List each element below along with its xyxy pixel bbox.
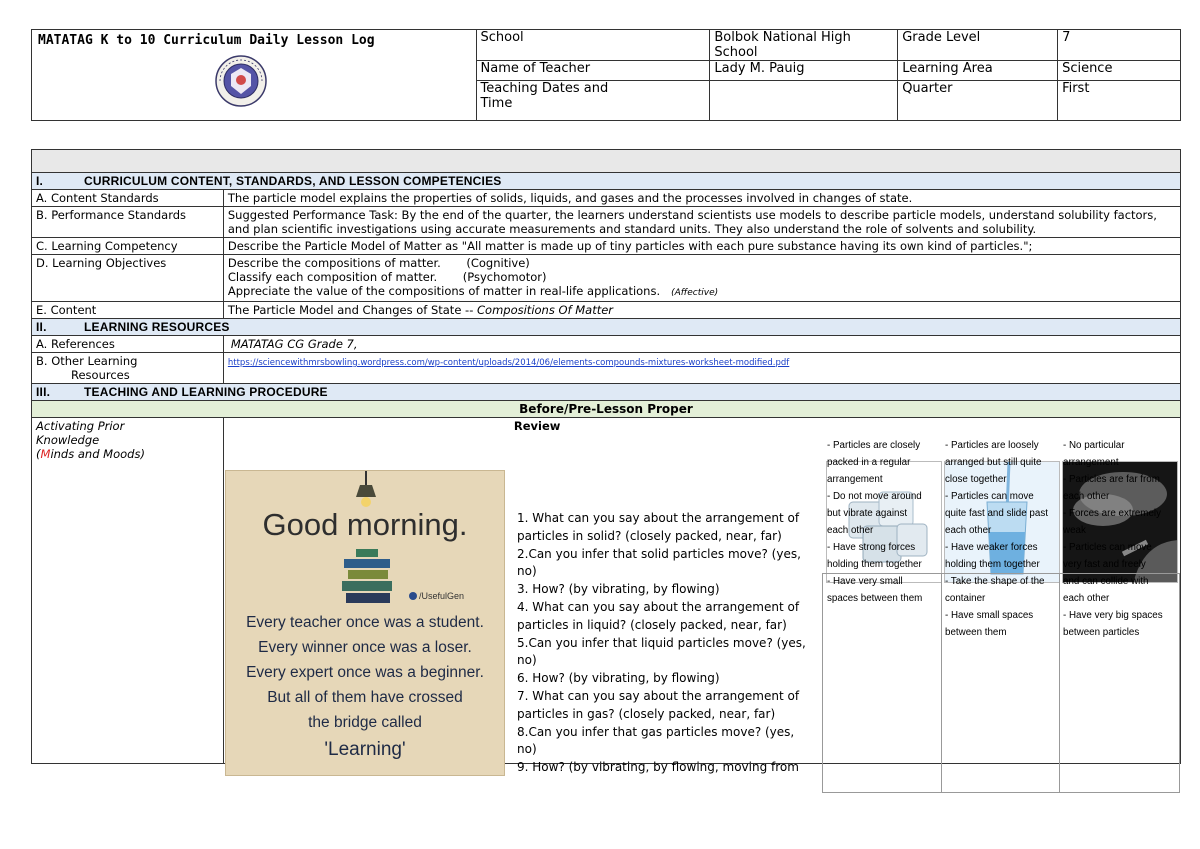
other-resources-label-2: Resources [71, 368, 130, 382]
liquid-description-line: - Have small spaces [945, 610, 1034, 621]
lamp-icon [344, 471, 388, 511]
activity-label-cell [32, 418, 224, 764]
poster-line-4: But all of them have crossed [267, 689, 463, 706]
liquid-description-line: - Particles can move [945, 491, 1034, 502]
quarter-value: First [1058, 81, 1181, 121]
section-3-num: III. [36, 385, 51, 399]
section-1-num: I. [36, 174, 44, 188]
gas-description-line: each other [1063, 491, 1110, 502]
gas-description-line: - Particles are far from [1063, 474, 1160, 485]
review-question: 8.Can you infer that gas particles move? (yes, no) [517, 724, 795, 757]
gas-description-line: weak [1063, 525, 1086, 536]
learning-competency-label: C. Learning Competency [32, 238, 224, 255]
activity-label-2: Knowledge [36, 433, 100, 447]
liquid-description-line: close together [945, 474, 1007, 485]
teacher-value: Lady M. Pauig [710, 61, 898, 81]
solid-description-line: - Have strong forces [827, 542, 916, 553]
learning-objectives-cell [223, 255, 1180, 302]
liquid-description-line: each other [945, 525, 992, 536]
poster-handle-text: /UsefulGen [419, 591, 465, 601]
phase-heading: Before/Pre-Lesson Proper [32, 401, 1181, 418]
section-2-num: II. [36, 320, 47, 334]
review-question: 7. What can you say about the arrangement of particles in gas? (closely packed, near, far) [517, 688, 800, 721]
section-1-title: CURRICULUM CONTENT, STANDARDS, AND LESSON COMPETENCIES [84, 174, 502, 188]
gas-description-line: - Particles can move [1063, 542, 1152, 553]
performance-standards-label: B. Performance Standards [32, 207, 224, 238]
liquid-description [945, 437, 1061, 641]
solid-description [827, 437, 943, 607]
solid-description-line: arrangement [827, 474, 883, 485]
liquid-description-line: - Take the shape of the [945, 576, 1045, 587]
section-3-title: TEACHING AND LEARNING PROCEDURE [84, 385, 328, 399]
references-label: A. References [32, 336, 224, 353]
solid-description-line: - Do not move around [827, 491, 922, 502]
objective-psychomotor: Classify each composition of matter. (Psychomotor) [227, 270, 547, 284]
review-title: Review [513, 419, 561, 433]
solid-description-line: - Have very small [827, 576, 903, 587]
facebook-icon [409, 592, 417, 600]
liquid-description-line: - Have weaker forces [945, 542, 1038, 553]
poster-line-2: Every winner once was a loser. [258, 639, 472, 656]
gas-description [1063, 437, 1179, 641]
liquid-description-line: between them [945, 627, 1007, 638]
section-3-heading [32, 384, 1181, 401]
deped-seal-icon [214, 54, 268, 108]
references-text [223, 336, 1180, 353]
review-question: 5.Can you infer that liquid particles move? (yes, no) [517, 635, 806, 668]
section-2-title: LEARNING RESOURCES [84, 320, 230, 334]
references-value: MATATAG CG Grade 7, [230, 337, 358, 351]
dates-label [476, 81, 710, 121]
section-1-heading [32, 173, 1181, 190]
gas-description-line: - No particular [1063, 440, 1125, 451]
school-label: School [476, 30, 710, 61]
solid-description-line: but vibrate against [827, 508, 908, 519]
gas-description-line: very fast and freely [1063, 559, 1146, 570]
liquid-description-line: - Particles are loosely [945, 440, 1039, 451]
solid-description-line: each other [827, 525, 874, 536]
objective-cognitive: Describe the compositions of matter. (Cognitive) [227, 256, 530, 270]
content-standards-text: The particle model explains the properties of solids, liquids, and gases and the processes involved in changes of state. [223, 190, 1180, 207]
teacher-label: Name of Teacher [476, 61, 710, 81]
header-table [31, 29, 1181, 121]
performance-standards-text: Suggested Performance Task: By the end of the quarter, the learners understand scientists use models to describe particle models, understand solubility factors, and plan scientific investigations using accurate measurements and standard units. They also understand the role of solvents and solubility. [223, 207, 1180, 238]
other-resources-cell [223, 353, 1180, 384]
resource-link[interactable]: https://sciencewithmrsbowling.wordpress.com/wp-content/uploads/2014/06/elements-compounds-mixtures-worksheet-modified.pdf [227, 358, 790, 368]
poster-greeting: Good morning. [262, 507, 468, 542]
grade-label: Grade Level [898, 30, 1058, 61]
area-value: Science [1058, 61, 1181, 81]
objective-affective [228, 284, 1176, 300]
gas-description-line: arrangement [1063, 457, 1119, 468]
review-question: 4. What can you say about the arrangement of particles in liquid? (closely packed, near, far) [517, 599, 800, 632]
learning-competency-text: Describe the Particle Model of Matter as "All matter is made up of tiny particles with each pure substance having its own kind of particles."; [223, 238, 1180, 255]
activity-label-rest: inds and Moods) [50, 447, 145, 461]
liquid-description-line: quite fast and slide past [945, 508, 1048, 519]
solid-description-line: - Particles are closely [827, 440, 921, 451]
title-cell [32, 30, 477, 121]
gas-description-line: - Have very big spaces [1063, 610, 1163, 621]
other-resources-label [32, 353, 224, 384]
page-title: MATATAG K to 10 Curriculum Daily Lesson Log [38, 33, 375, 48]
review-question: 2.Can you infer that solid particles move? (yes, no) [517, 546, 801, 579]
activity-label-1: Activating Prior [36, 419, 125, 433]
liquid-description-line: container [945, 593, 986, 604]
poster-line-5: the bridge called [308, 714, 422, 731]
poster-line-1: Every teacher once was a student. [246, 614, 484, 631]
solid-description-line: packed in a regular [827, 457, 911, 468]
gas-description-line: between particles [1063, 627, 1140, 638]
content-text: The Particle Model and Changes of State -- [227, 303, 474, 317]
grade-value: 7 [1058, 30, 1181, 61]
content-label: E. Content [32, 302, 224, 319]
gas-description-line: - Forces are extremely [1063, 508, 1161, 519]
good-morning-poster [225, 470, 505, 776]
activity-label-3: (Minds and Moods) [36, 447, 145, 461]
content-italic: Compositions Of Matter [477, 303, 614, 317]
gas-description-line: and can collide with [1063, 576, 1149, 587]
solid-description-line: spaces between them [827, 593, 923, 604]
learning-objectives-label: D. Learning Objectives [32, 255, 224, 302]
other-resources-label-1: B. Other Learning [36, 354, 138, 368]
objective-affective-text: Appreciate the value of the compositions of matter in real-life applications. [227, 284, 661, 298]
activity-label-m: M [40, 447, 51, 461]
liquid-description-line: arranged but still quite [945, 457, 1042, 468]
dates-label-text: Teaching Dates and Time [480, 81, 609, 111]
review-questions [517, 510, 809, 777]
review-question: 1. What can you say about the arrangement of particles in solid? (closely packed, near, far) [517, 511, 800, 543]
review-question: 3. How? (by vibrating, by flowing) [517, 582, 720, 597]
quarter-label: Quarter [898, 81, 1058, 121]
poster-line-3: Every expert once was a beginner. [246, 664, 484, 681]
states-divider-2 [1059, 573, 1060, 793]
content-cell [223, 302, 1180, 319]
liquid-description-line: holding them together [945, 559, 1040, 570]
content-standards-label: A. Content Standards [32, 190, 224, 207]
review-question: 9. How? (by vibrating, by flowing, moving from [517, 760, 799, 775]
books-icon [338, 549, 396, 607]
gas-description-line: each other [1063, 593, 1110, 604]
objective-affective-tag: (Affective) [671, 288, 719, 298]
school-value: Bolbok National High School [710, 30, 898, 61]
blank-header-row [32, 150, 1181, 173]
states-divider-1 [941, 573, 942, 793]
section-2-heading [32, 319, 1181, 336]
review-question: 6. How? (by vibrating, by flowing) [517, 671, 720, 686]
area-label: Learning Area [898, 61, 1058, 81]
solid-description-line: holding them together [827, 559, 922, 570]
dates-value [710, 81, 898, 121]
poster-handle [409, 591, 464, 601]
poster-line-6: 'Learning' [324, 739, 406, 760]
